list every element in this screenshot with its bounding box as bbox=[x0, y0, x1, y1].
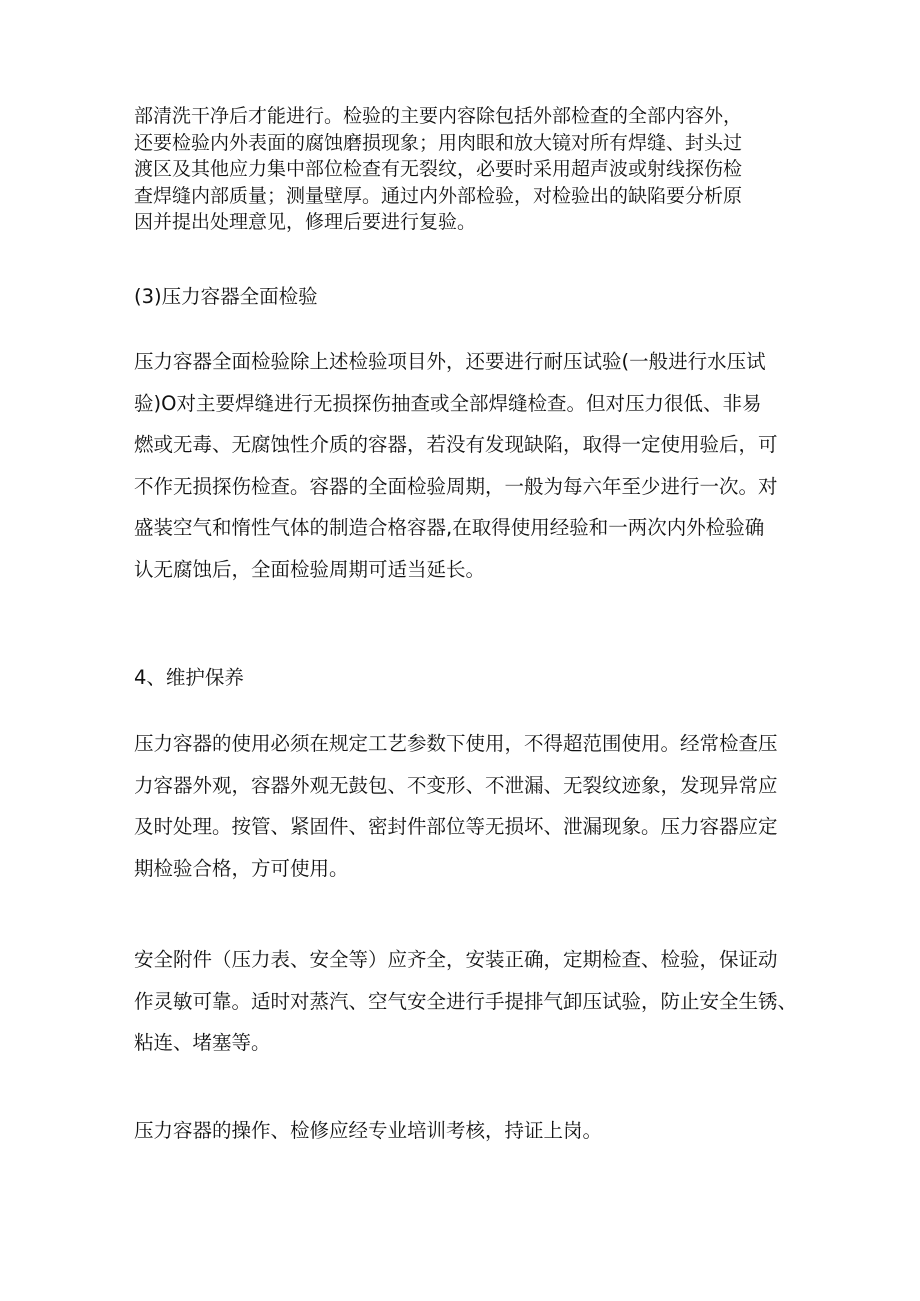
paragraph-maintenance bbox=[134, 723, 794, 889]
text-line: 验)O对主要焊缝进行无损探伤抽查或全部焊缝检查。但对压力很低、非易 bbox=[134, 391, 762, 415]
text-line: 粘连、堵塞等。 bbox=[134, 1031, 271, 1054]
text-line: 不作无损探伤检查。容器的全面检验周期，一般为每六年至少进行一次。对 bbox=[134, 474, 778, 498]
text-line: 部清洗干净后才能进行。检验的主要内容除包括外部检查的全部内容外， bbox=[134, 105, 743, 127]
text-line: 因并提出处理意见，修理后要进行复验。 bbox=[134, 211, 477, 233]
text-line: 压力容器的使用必须在规定工艺参数下使用，不得超范围使用。经常检查压 bbox=[134, 732, 778, 755]
section-heading-maintenance: 4、维护保养 bbox=[134, 666, 244, 689]
text-line: 认无腐蚀后，全面检验周期可适当延长。 bbox=[134, 557, 486, 581]
paragraph-full-inspection bbox=[134, 341, 794, 590]
paragraph-operators bbox=[134, 1110, 794, 1152]
text-line: 作灵敏可靠。适时对蒸汽、空气安全进行手提排气卸压试验，防止安全生锈、 bbox=[134, 989, 798, 1013]
text-line: 还要检验内外表面的腐蚀磨损现象；用肉眼和放大镜对所有焊缝、封头过 bbox=[134, 131, 743, 154]
text-line: 安全附件（压力表、安全等）应齐全，安装正确，定期检查、检验，保证动 bbox=[134, 948, 778, 971]
paragraph-inner-outer-inspection bbox=[134, 103, 794, 236]
paragraph-safety-accessories bbox=[134, 939, 798, 1064]
text-line: 压力容器的操作、检修应经专业培训考核，持证上岗。 bbox=[134, 1119, 603, 1142]
text-line: 期检验合格，方可使用。 bbox=[134, 856, 349, 880]
section-heading-full-inspection: (3)压力容器全面检验 bbox=[134, 285, 318, 308]
text-line: 力容器外观，容器外观无鼓包、不变形、不泄漏、无裂纹迹象，发现异常应 bbox=[134, 773, 778, 797]
text-line: 盛装空气和惰性气体的制造合格容器,在取得使用经验和一两次内外检验确 bbox=[134, 516, 765, 539]
text-line: 压力容器全面检验除上述检验项目外，还要进行耐压试验(一般进行水压试 bbox=[134, 350, 766, 373]
text-line: 渡区及其他应力集中部位检查有无裂纹，必要时采用超声波或射线探伤检 bbox=[134, 158, 743, 180]
text-line: 查焊缝内部质量；测量壁厚。通过内外部检验，对检验出的缺陷要分析原 bbox=[134, 184, 743, 207]
text-line: 燃或无毒、无腐蚀性介质的容器，若没有发现缺陷，取得一定使用验后，可 bbox=[134, 433, 778, 456]
text-line: 及时处理。按管、紧固件、密封件部位等无损坏、泄漏现象。压力容器应定 bbox=[134, 815, 778, 838]
